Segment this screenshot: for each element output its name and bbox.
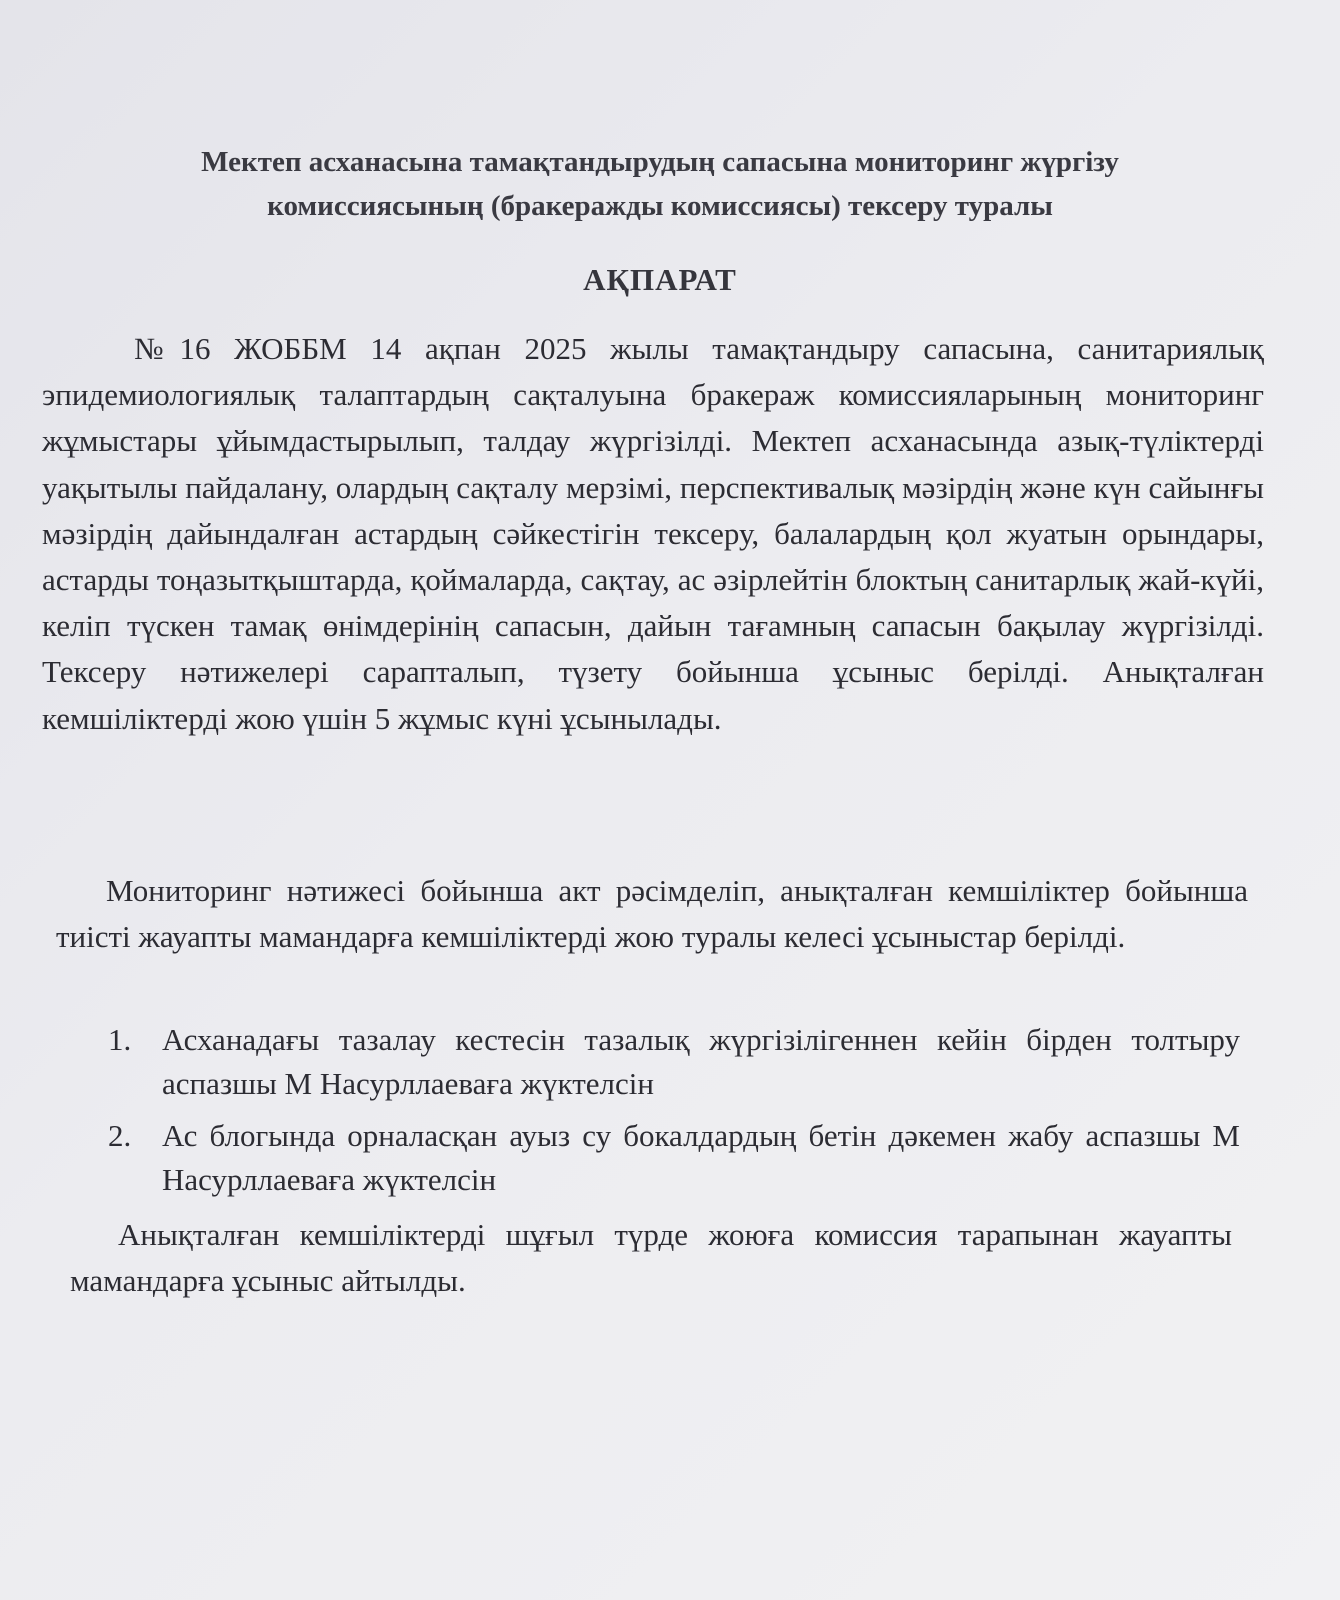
- list-item-text: Ас блогында орналасқан ауыз су бокалдардың бетін дәкемен жабу аспазшы М Насурллаеваға жүктелсін: [162, 1118, 1240, 1197]
- body-paragraph-3: Анықталған кемшіліктерді шұғыл түрде жоюға комиссия тарапынан жауапты мамандарға ұсыныс айтылды.: [70, 1217, 1232, 1299]
- recommendation-list: [108, 1018, 1240, 1210]
- body-paragraph-1: №16 ЖОББМ 14 ақпан 2025 жылы тамақтандыру сапасына, санитариялық эпидемиологиялық талаптардың сақталуына бракераж комиссияларының мониторинг жұмыстары ұйымдастырылып, талдау жүргізілді. Мектеп асханасында азық-түліктерді уақытылы пайдалану, олардың сақталу мерзімі, перспективалық мәзірдің және күн сайынғы мәзірдің дайындалған астардың сәйкестігін тексеру, балалардың қол жуатын орындары, астарды тоңазытқыштарда, қоймаларда, сақтау, ас әзірлейтін блоктың санитарлық жай-күйі, келіп түскен тамақ өнімдерінің сапасын, дайын тағамның сапасын бақылау жүргізілді. Тексеру нәтижелері сарапталып, түзету бойынша ұсыныс берілді. Анықталған кемшіліктерді жою үшін 5 жұмыс күні ұсынылады.: [42, 331, 1264, 736]
- list-item-number: 2.: [108, 1118, 132, 1153]
- list-item-text: Асханадағы тазалау кестесін тазалық жүргізілігеннен кейін бірден толтыру аспазшы М Насурллаеваға жүктелсін: [162, 1022, 1240, 1101]
- list-item: [108, 1114, 1240, 1202]
- document-heading: АҚПАРАТ: [583, 262, 737, 297]
- list-item-number: 1.: [108, 1022, 132, 1057]
- document-title: Мектеп асханасына тамақтандырудың сапасына мониторинг жүргізу комиссиясының (бракеражды комиссиясы) тексеру туралы: [201, 146, 1119, 222]
- list-item: [108, 1018, 1240, 1106]
- body-paragraph-2: Мониторинг нәтижесі бойынша акт рәсімделіп, анықталған кемшіліктер бойынша тиісті жауапты мамандарға кемшіліктерді жою туралы келесі ұсыныстар берілді.: [56, 873, 1248, 955]
